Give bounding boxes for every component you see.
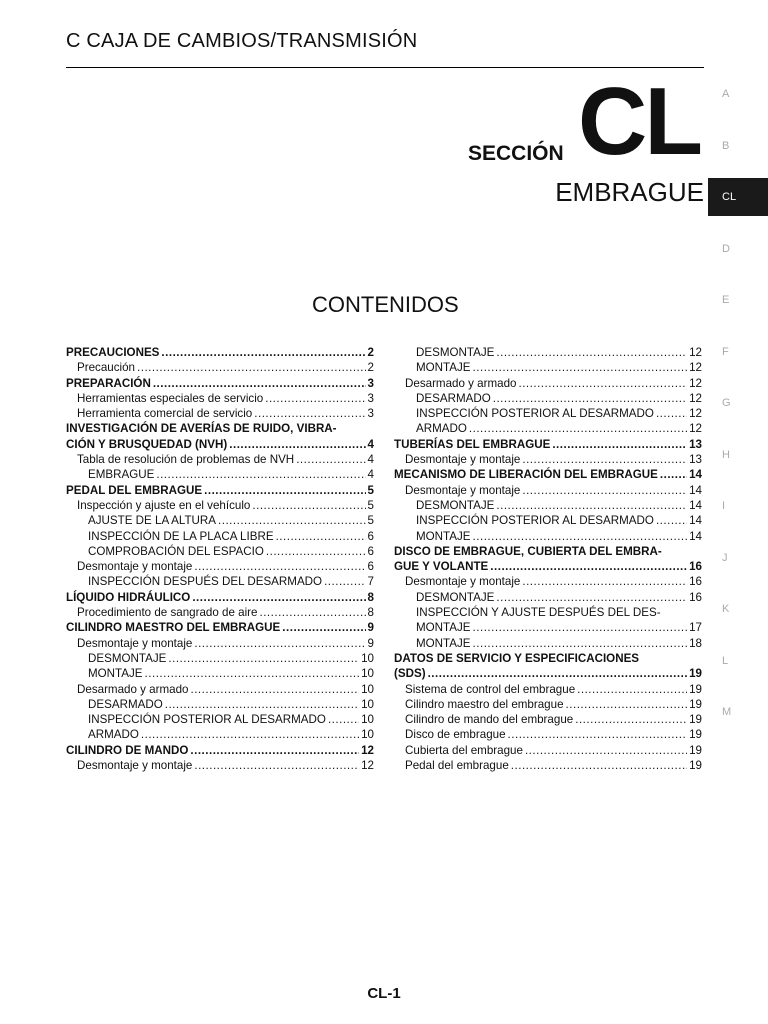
toc-entry-page: 9	[367, 621, 374, 635]
dot-leader	[259, 605, 365, 620]
dot-leader	[204, 483, 365, 498]
toc-entry-page: 2	[367, 361, 374, 375]
toc-entry-title: Precaución	[77, 361, 136, 375]
toc-entry-page: 19	[689, 759, 702, 773]
toc-entry[interactable]	[66, 590, 374, 605]
dot-leader	[145, 666, 360, 681]
toc-entry-title: Desmontaje y montaje	[405, 453, 521, 467]
toc-entry-title: DESMONTAJE	[416, 498, 495, 512]
toc-entry[interactable]	[394, 590, 702, 605]
toc-entry[interactable]	[66, 712, 374, 727]
toc-entry[interactable]	[394, 437, 702, 452]
dot-leader	[282, 620, 365, 635]
toc-entry[interactable]	[66, 498, 374, 513]
dot-leader	[190, 743, 359, 758]
toc-entry-page: 12	[689, 407, 702, 421]
dot-leader	[496, 345, 687, 360]
toc-entry-page: 6	[367, 560, 374, 574]
dot-leader	[218, 513, 366, 528]
toc-entry-page: 14	[689, 468, 702, 482]
side-tab-e[interactable]: E	[722, 294, 730, 306]
dot-leader	[656, 406, 687, 421]
dot-leader	[508, 727, 688, 742]
toc-entry-page: 14	[689, 498, 702, 512]
toc-entry[interactable]	[66, 452, 374, 467]
toc-entry[interactable]	[66, 727, 374, 742]
side-tab-f[interactable]: F	[722, 345, 729, 358]
toc-entry-title: MONTAJE	[88, 667, 143, 681]
toc-entry-page: 12	[689, 376, 702, 390]
dot-leader	[266, 544, 366, 559]
toc-entry-title: Desmontaje y montaje	[77, 636, 193, 650]
toc-entry[interactable]	[394, 360, 702, 375]
section-name: EMBRAGUE	[555, 177, 704, 207]
toc-entry-page: 7	[367, 575, 374, 589]
toc-entry-title: DESARMADO	[88, 697, 163, 711]
toc-entry-title: Desmontaje y montaje	[405, 575, 521, 589]
toc-entry-page: 10	[361, 713, 374, 727]
toc-entry-title: INVESTIGACIÓN DE AVERÍAS DE RUIDO, VIBRA-	[66, 422, 337, 436]
toc-entry-title: Herramienta comercial de servicio	[77, 407, 253, 421]
toc-entry-title: DESMONTAJE	[416, 590, 495, 604]
toc-entry-title: PEDAL DEL EMBRAGUE	[66, 483, 203, 497]
dot-leader	[153, 376, 366, 391]
toc-entry-title: DESMONTAJE	[88, 651, 167, 665]
dot-leader	[137, 360, 366, 375]
toc-right-column	[394, 345, 702, 773]
toc-entry[interactable]	[66, 743, 374, 758]
toc-entry-page: 10	[361, 667, 374, 681]
dot-leader	[496, 498, 687, 513]
toc-entry-page: 12	[361, 759, 374, 773]
toc-entry[interactable]	[66, 529, 374, 544]
toc-entry-title: GUE Y VOLANTE	[394, 560, 489, 574]
toc-entry[interactable]	[394, 452, 702, 467]
toc-entry[interactable]	[66, 605, 374, 620]
toc-entry[interactable]	[66, 697, 374, 712]
toc-entry-title: Cubierta del embrague	[405, 743, 523, 757]
toc-left-column	[66, 345, 374, 773]
toc-entry-title: Disco de embrague	[405, 728, 506, 742]
page-number: CL-1	[367, 985, 401, 1002]
toc-entry-page: 3	[367, 391, 374, 405]
toc-entry[interactable]	[394, 636, 702, 651]
dot-leader	[469, 421, 687, 436]
side-tab-j[interactable]: J	[722, 551, 728, 564]
dot-leader	[656, 513, 687, 528]
toc-entry[interactable]	[66, 513, 374, 528]
side-tab-cl[interactable]: CL	[708, 178, 768, 216]
toc-entry-title: CILINDRO MAESTRO DEL EMBRAGUE	[66, 621, 281, 635]
section-label: SECCIÓN	[468, 142, 564, 165]
toc-entry[interactable]	[394, 727, 702, 742]
chapter-title: C CAJA DE CAMBIOS/TRANSMISIÓN	[66, 30, 418, 52]
toc-entry-title: DATOS DE SERVICIO Y ESPECIFICACIONES	[394, 651, 640, 665]
side-tab-i[interactable]: I	[722, 500, 726, 512]
toc-entry-page: 4	[367, 453, 374, 467]
dot-leader	[252, 498, 365, 513]
toc-entry[interactable]	[394, 529, 702, 544]
toc-entry-page: 19	[689, 743, 702, 757]
toc-entry[interactable]	[66, 666, 374, 681]
toc-entry-title: Desmontaje y montaje	[77, 560, 193, 574]
toc-entry-title: MONTAJE	[416, 529, 471, 543]
toc-entry-title: INSPECCIÓN POSTERIOR AL DESARMADO	[88, 713, 326, 727]
toc-entry[interactable]	[66, 758, 374, 773]
toc-entry[interactable]	[394, 743, 702, 758]
toc-entry[interactable]	[394, 421, 702, 436]
dot-leader	[328, 712, 359, 727]
toc-entry-title: MONTAJE	[416, 636, 471, 650]
dot-leader	[473, 360, 688, 375]
toc-entry-title: EMBRAGUE	[88, 468, 155, 482]
dot-leader	[493, 391, 687, 406]
toc-entry-title: Sistema de control del embrague	[405, 682, 576, 696]
toc-entry-title: INSPECCIÓN POSTERIOR AL DESARMADO	[416, 407, 654, 421]
side-tab-d[interactable]: D	[722, 242, 730, 255]
section-index-tabs	[708, 0, 768, 1024]
dot-leader	[522, 483, 687, 498]
toc-entry-page: 19	[689, 682, 702, 696]
toc-entry-title: AJUSTE DE LA ALTURA	[88, 514, 216, 528]
toc-entry-title: INSPECCIÓN POSTERIOR AL DESARMADO	[416, 514, 654, 528]
toc-entry[interactable]	[394, 620, 702, 635]
toc-entry-page: 6	[367, 529, 374, 543]
toc-entry-title: ARMADO	[88, 728, 139, 742]
dot-leader	[496, 590, 687, 605]
toc-entry-title: TUBERÍAS DEL EMBRAGUE	[394, 437, 551, 451]
toc-entry[interactable]	[66, 559, 374, 574]
side-tab-g[interactable]: G	[722, 397, 731, 409]
toc-entry-page: 12	[689, 422, 702, 436]
toc-entry-page: 14	[689, 514, 702, 528]
toc-entry-title: LÍQUIDO HIDRÁULICO	[66, 590, 191, 604]
toc-entry-page: 2	[367, 346, 374, 359]
toc-entry[interactable]	[66, 360, 374, 375]
toc-entry-title: Tabla de resolución de problemas de NVH	[77, 453, 295, 467]
toc-entry-page: 8	[367, 606, 374, 620]
toc-entry-page: 8	[367, 590, 374, 604]
toc-entry[interactable]	[394, 376, 702, 391]
toc-entry-title: CILINDRO DE MANDO	[66, 743, 189, 757]
toc-entry-title: Cilindro de mando del embrague	[405, 713, 574, 727]
toc-entry-title: (SDS)	[394, 667, 426, 681]
dot-leader	[161, 345, 365, 360]
dot-leader	[525, 743, 687, 758]
dot-leader	[168, 651, 359, 666]
dot-leader	[552, 437, 687, 452]
toc-entry[interactable]	[394, 513, 702, 528]
toc-entry-title: Desmontaje y montaje	[405, 483, 521, 497]
toc-entry[interactable]	[66, 483, 374, 498]
toc-entry[interactable]	[66, 682, 374, 697]
toc-entry-page: 18	[689, 636, 702, 650]
toc-entry-page: 5	[367, 498, 374, 512]
toc-entry-title: Cilindro maestro del embrague	[405, 697, 564, 711]
toc-entry-page: 13	[689, 453, 702, 467]
toc-entry[interactable]	[66, 651, 374, 666]
dot-leader	[566, 697, 688, 712]
toc-entry[interactable]	[394, 605, 702, 620]
toc-entry[interactable]	[394, 574, 702, 589]
toc-entry-title: Herramientas especiales de servicio	[77, 391, 264, 405]
side-tab-h[interactable]: H	[722, 448, 730, 461]
toc-entry-title: INSPECCIÓN DE LA PLACA LIBRE	[88, 529, 274, 543]
toc-entry[interactable]	[66, 636, 374, 651]
dot-leader	[194, 636, 365, 651]
toc-entry[interactable]	[66, 574, 374, 589]
toc-entry-page: 16	[689, 575, 702, 589]
toc-entry-page: 13	[689, 437, 702, 451]
dot-leader	[296, 452, 365, 467]
toc-entry-page: 16	[689, 590, 702, 604]
toc-entry[interactable]	[66, 544, 374, 559]
toc-entry-title: PREPARACIÓN	[66, 376, 151, 390]
toc-entry-page: 19	[689, 697, 702, 711]
toc-entry-page: 19	[689, 713, 702, 727]
toc-entry[interactable]	[394, 712, 702, 727]
toc-entry-page: 3	[367, 407, 374, 421]
toc-entry-page: 14	[689, 529, 702, 543]
toc-entry[interactable]	[394, 345, 702, 360]
toc-entry-page: 12	[361, 743, 374, 757]
toc-entry-page: 5	[367, 514, 374, 528]
toc-entry[interactable]	[394, 651, 702, 666]
dot-leader	[254, 406, 365, 421]
toc-entry-title: COMPROBACIÓN DEL ESPACIO	[88, 544, 264, 558]
toc-entry-title: MONTAJE	[416, 361, 471, 375]
toc-entry-page: 12	[689, 346, 702, 359]
dot-leader	[522, 574, 687, 589]
toc-entry[interactable]	[394, 758, 702, 773]
dot-leader	[265, 391, 365, 406]
toc-entry-title: CIÓN Y BRUSQUEDAD (NVH)	[66, 437, 228, 451]
dot-leader	[229, 437, 365, 452]
dot-leader	[141, 727, 359, 742]
toc-entry-title: DESARMADO	[416, 391, 491, 405]
toc-entry-page: 10	[361, 682, 374, 696]
toc-entry-page: 4	[367, 437, 374, 451]
toc-entry[interactable]	[66, 421, 374, 436]
toc-entry[interactable]	[66, 376, 374, 391]
toc-entry-page: 10	[361, 728, 374, 742]
dot-leader	[660, 467, 687, 482]
toc-entry-page: 4	[367, 468, 374, 482]
toc-entry[interactable]	[66, 437, 374, 452]
toc-entry[interactable]	[394, 406, 702, 421]
toc-entry[interactable]	[394, 498, 702, 513]
toc-title: CONTENIDOS	[312, 292, 459, 317]
toc-entry-page: 9	[367, 636, 374, 650]
toc-entry[interactable]	[394, 483, 702, 498]
dot-leader	[518, 376, 687, 391]
dot-leader	[511, 758, 687, 773]
dot-leader	[192, 590, 365, 605]
dot-leader	[575, 712, 687, 727]
dot-leader	[156, 467, 365, 482]
toc-entry-page: 3	[367, 376, 374, 390]
toc-entry-title: ARMADO	[416, 422, 467, 436]
toc-entry[interactable]	[394, 391, 702, 406]
dot-leader	[165, 697, 359, 712]
toc-entry[interactable]	[394, 666, 702, 681]
toc-entry-title: PRECAUCIONES	[66, 346, 160, 359]
dot-leader	[473, 620, 688, 635]
side-tab-m[interactable]: M	[722, 706, 732, 718]
side-tab-a[interactable]: A	[722, 88, 730, 100]
toc-entry-title: DESMONTAJE	[416, 346, 495, 359]
toc-entry-page: 5	[367, 483, 374, 497]
dot-leader	[276, 529, 366, 544]
toc-entry[interactable]	[394, 682, 702, 697]
dot-leader	[577, 682, 687, 697]
dot-leader	[190, 682, 359, 697]
toc-entry-title: Desarmado y armado	[405, 376, 517, 390]
toc-entry[interactable]	[394, 467, 702, 482]
dot-leader	[473, 529, 688, 544]
dot-leader	[522, 452, 687, 467]
toc-entry-title: Desarmado y armado	[77, 682, 189, 696]
toc-entry-title: Inspección y ajuste en el vehículo	[77, 498, 251, 512]
toc-entry-title: Pedal del embrague	[405, 759, 509, 773]
toc-entry-page: 19	[689, 667, 702, 681]
toc-entry[interactable]	[394, 559, 702, 574]
toc-entry-page: 19	[689, 728, 702, 742]
toc-entry-page: 17	[689, 621, 702, 635]
dot-leader	[473, 636, 688, 651]
side-tab-k[interactable]: K	[722, 603, 730, 615]
toc-entry-page: 14	[689, 483, 702, 497]
toc-entry-page: 12	[689, 391, 702, 405]
toc-entry[interactable]	[66, 406, 374, 421]
toc-entry-page: 6	[367, 544, 374, 558]
toc-entry-title: MECANISMO DE LIBERACIÓN DEL EMBRAGUE	[394, 468, 658, 482]
toc-entry[interactable]	[66, 345, 374, 360]
section-code: CL	[578, 68, 700, 175]
toc-entry-title: DISCO DE EMBRAGUE, CUBIERTA DEL EMBRA-	[394, 544, 662, 558]
toc-entry[interactable]	[394, 544, 702, 559]
toc-entry-page: 12	[689, 361, 702, 375]
toc-entry-title: Procedimiento de sangrado de aire	[77, 606, 258, 620]
dot-leader	[194, 758, 359, 773]
toc-entry-title: MONTAJE	[416, 621, 471, 635]
toc-entry[interactable]	[394, 697, 702, 712]
dot-leader	[194, 559, 365, 574]
toc-entry-page: 16	[689, 560, 702, 574]
toc-entry-title: Desmontaje y montaje	[77, 759, 193, 773]
side-tab-b[interactable]: B	[722, 139, 730, 152]
dot-leader	[324, 574, 365, 589]
dot-leader	[490, 559, 687, 574]
toc-entry[interactable]	[66, 391, 374, 406]
toc-entry-page: 10	[361, 697, 374, 711]
dot-leader	[428, 666, 688, 681]
toc-entry-page: 10	[361, 651, 374, 665]
toc-entry-title: INSPECCIÓN Y AJUSTE DESPUÉS DEL DES-	[416, 606, 661, 620]
toc-entry[interactable]	[66, 620, 374, 635]
side-tab-l[interactable]: L	[722, 654, 729, 667]
toc-entry[interactable]	[66, 467, 374, 482]
toc-entry-title: INSPECCIÓN DESPUÉS DEL DESARMADO	[88, 575, 323, 589]
